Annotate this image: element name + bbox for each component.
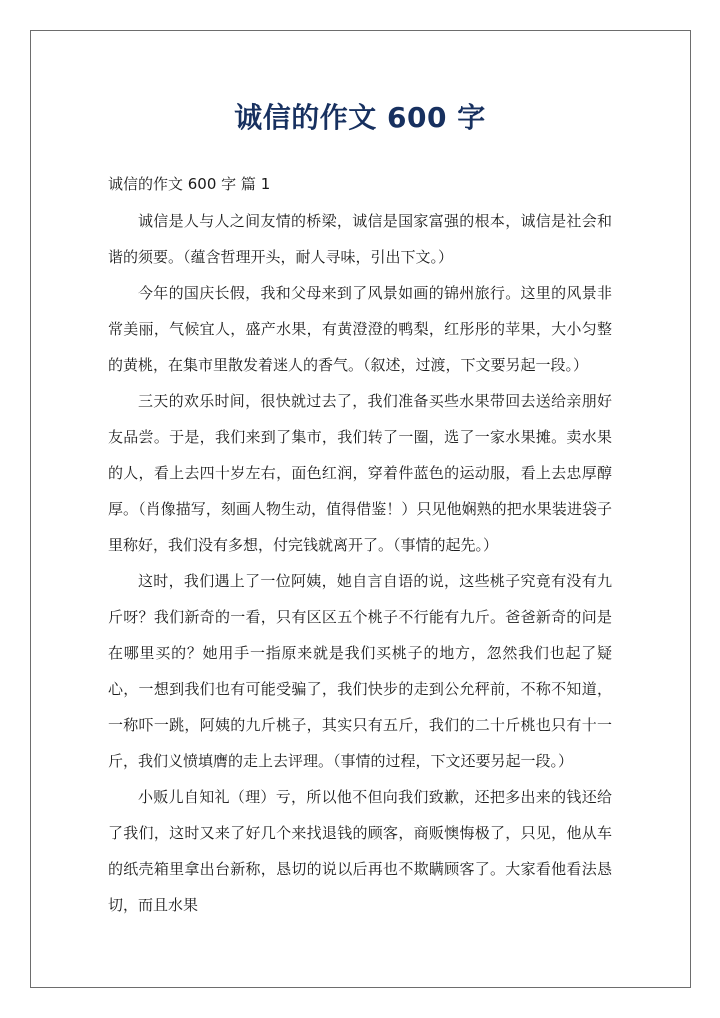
section-heading: 诚信的作文 600 字 篇 1 [108, 175, 271, 193]
paragraph-4: 这时，我们遇上了一位阿姨，她自言自语的说，这些桃子究竟有没有九斤呀？我们新奇的一看，只有区区五个桃子不行能有九斤。爸爸新奇的问是在哪里买的？她用手一指原来就是我们买桃子的地方，忽然我们也起了疑心，一想到我们也有可能受骗了，我们快步的走到公允秤前，不称不知道，一称吓一跳，阿姨的九斤桃子，其实只有五斤，我们的二十斤桃也只有十一斤，我们义愤填膺的走上去评理。（事情的过程，下文还要另起一段。） [108, 572, 612, 770]
paragraph-1: 诚信是人与人之间友情的桥梁，诚信是国家富强的根本，诚信是社会和谐的须要。（蕴含哲理开头，耐人寻味，引出下文。） [108, 212, 612, 266]
paragraph-2: 今年的国庆长假，我和父母来到了风景如画的锦州旅行。这里的风景非常美丽，气候宜人，盛产水果，有黄澄澄的鸭梨，红彤彤的苹果，大小匀整的黄桃，在集市里散发着迷人的香气。（叙述，过渡，下文要另起一段。） [108, 284, 612, 374]
document-title: 诚信的作文 600 字 [234, 101, 486, 134]
paragraph-3: 三天的欢乐时间，很快就过去了，我们准备买些水果带回去送给亲朋好友品尝。于是，我们来到了集市，我们转了一圈，选了一家水果摊。卖水果的人，看上去四十岁左右，面色红润，穿着件蓝色的运动服，看上去忠厚醇厚。（肖像描写，刻画人物生动，值得借鉴！）只见他娴熟的把水果装进袋子里称好，我们没有多想，付完钱就离开了。（事情的起先。） [108, 392, 612, 554]
article-body [108, 203, 612, 923]
paragraph-5: 小贩儿自知礼（理）亏，所以他不但向我们致歉，还把多出来的钱还给了我们，这时又来了好几个来找退钱的顾客，商贩懊悔极了，只见，他从车的纸壳箱里拿出台新称，恳切的说以后再也不欺瞒顾客了。大家看他看法恳切，而且水果 [108, 788, 612, 914]
